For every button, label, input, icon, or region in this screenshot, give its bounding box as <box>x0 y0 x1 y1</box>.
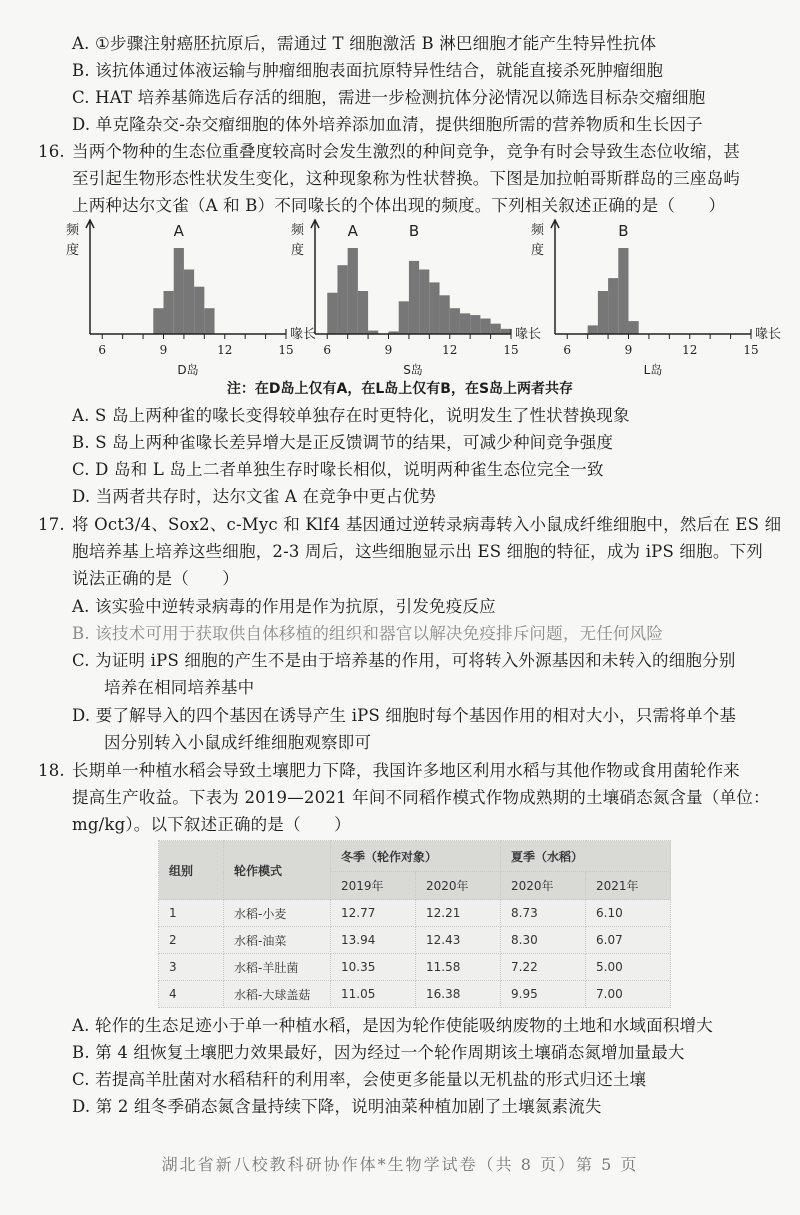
table-cell: 3 <box>159 954 224 981</box>
chart-l-island <box>525 212 782 386</box>
q17-option-b: B. 该技术可用于获取供自体移植的组织和器官以解决免疫排斥问题，无任何风险 <box>72 624 664 643</box>
chart-d-island <box>60 212 317 386</box>
table-subheader: 2020年 <box>416 872 501 900</box>
x-tick-label: 6 <box>563 343 572 357</box>
histogram-bar <box>164 291 174 334</box>
q16-stem-line: 至引起生物形态性状发生变化，这种现象称为性状替换。下图是加拉帕哥斯群岛的三座岛屿 <box>72 169 740 188</box>
q17-number: 17. <box>38 515 65 534</box>
histogram-bar <box>598 291 608 334</box>
q17-option-d: D. 要了解导入的四个基因在诱导产生 iPS 细胞时每个基因作用的相对大小，只需将单个基 <box>72 706 737 725</box>
table-cell: 4 <box>159 981 224 1008</box>
table-cell: 11.05 <box>331 981 416 1008</box>
q18-option-b: B. 第 4 组恢复土壤肥力效果最好，因为经过一个轮作周期该土壤硝态氮增加量最大 <box>72 1043 685 1062</box>
histogram-bar <box>358 291 368 334</box>
histogram-bar <box>618 248 628 334</box>
q16-option-b: B. S 岛上两种雀喙长差异增大是正反馈调节的结果，可减少种间竞争强度 <box>72 433 614 452</box>
table-row <box>159 900 671 927</box>
histogram-bar <box>429 282 439 334</box>
q18-stem-line: 提高生产收益。下表为 2019—2021 年间不同稻作模式作物成熟期的土壤硝态氮含量（单位： <box>72 788 770 807</box>
q15-option-d: D. 单克隆杂交-杂交瘤细胞的体外培养添加血清，提供细胞所需的营养物质和生长因子 <box>72 115 703 134</box>
table-cell: 8.73 <box>501 900 586 927</box>
q17-option-c-cont: 培养在相同培养基中 <box>104 678 255 697</box>
q18-number: 18. <box>38 761 65 780</box>
histogram-figure <box>60 212 780 392</box>
series-label: A <box>173 222 184 240</box>
page-footer: 湖北省新八校教科研协作体*生物学试卷（共 8 页）第 5 页 <box>161 1155 639 1174</box>
x-tick-label: 6 <box>98 343 107 357</box>
series-label: B <box>618 222 629 240</box>
q18-option-d: D. 第 2 组冬季硝态氮含量持续下降，说明油菜种植加剧了土壤氮素流失 <box>72 1097 602 1116</box>
q16-option-d: D. 当两者共存时，达尔文雀 A 在竞争中更占优势 <box>72 487 437 506</box>
q16-option-a: A. S 岛上两种雀的喙长变得较单独存在时更特化，说明发生了性状替换现象 <box>72 406 630 425</box>
x-tick-label: 9 <box>159 343 168 357</box>
table-cell: 水稻-羊肚菌 <box>224 954 331 981</box>
y-axis-label: 度 <box>531 243 545 258</box>
y-axis-label: 度 <box>291 243 305 258</box>
y-axis-label: 频 <box>66 223 80 238</box>
q16-option-c: C. D 岛和 L 岛上二者单独生存时喙长相似，说明两种雀生态位完全一致 <box>72 460 604 479</box>
histogram-bar <box>184 270 194 335</box>
histogram-bar <box>419 270 429 335</box>
q17-stem-line: 胞培养基上培养这些细胞，2-3 周后，这些细胞显示出 ES 细胞的特征，成为 iPS 细胞。下列 <box>72 542 763 561</box>
histogram-bar <box>588 325 598 334</box>
table-cell: 16.38 <box>416 981 501 1008</box>
table-cell: 12.21 <box>416 900 501 927</box>
x-tick-label: 12 <box>442 343 458 357</box>
chart-s-island <box>285 212 542 386</box>
q17-option-d-cont: 因分别转入小鼠成纤维细胞观察即可 <box>104 733 372 752</box>
q17-stem-line: 说法正确的是（ ） <box>72 569 239 588</box>
histogram-bar <box>174 248 184 334</box>
table-cell: 1 <box>159 900 224 927</box>
q18-option-c: C. 若提高羊肚菌对水稻秸秆的利用率，会使更多能量以无机盐的形式归还土壤 <box>72 1070 647 1089</box>
x-tick-label: 12 <box>682 343 698 357</box>
chart-title: L岛 <box>643 363 663 377</box>
table-subheader: 2019年 <box>331 872 416 900</box>
table-cell: 5.00 <box>586 954 671 981</box>
histogram-bar <box>450 308 460 334</box>
table-cell: 7.00 <box>586 981 671 1008</box>
x-axis-label: 喙长 <box>515 327 542 342</box>
histogram-bar <box>470 315 480 334</box>
histogram-bar <box>194 287 204 334</box>
q18-stem-line: mg/kg）。以下叙述正确的是（ ） <box>72 815 351 834</box>
q17-stem-line: 将 Oct3/4、Sox2、c-Myc 和 Klf4 基因通过逆转录病毒转入小鼠成纤维细胞中，然后在 ES 细 <box>72 515 782 534</box>
x-tick-label: 15 <box>503 343 519 357</box>
histogram-bar <box>480 319 490 334</box>
table-cell: 7.22 <box>501 954 586 981</box>
histogram-bar <box>204 308 214 334</box>
chart-title: S岛 <box>403 363 423 377</box>
figure-note: 注：在D岛上仅有A，在L岛上仅有B，在S岛上两者共存 <box>226 381 574 397</box>
table-header: 冬季（轮作对象） <box>331 841 501 872</box>
histogram-bar <box>409 261 419 334</box>
q17-option-c: C. 为证明 iPS 细胞的产生不是由于培养基的作用，可将转入外源基因和未转入的细胞分别 <box>72 651 736 670</box>
table-cell: 12.77 <box>331 900 416 927</box>
x-tick-label: 12 <box>217 343 233 357</box>
x-tick-label: 9 <box>384 343 393 357</box>
q16-stem-line: 当两个物种的生态位重叠度较高时会发生激烈的种间竞争，竞争有时会导致生态位收缩，甚 <box>72 142 740 161</box>
x-tick-label: 6 <box>323 343 332 357</box>
histogram-bar <box>491 324 501 334</box>
histogram-bar <box>348 248 358 334</box>
series-label: A <box>347 222 358 240</box>
histogram-bar <box>629 321 639 334</box>
table-header: 夏季（水稻） <box>501 841 671 872</box>
x-axis-label: 喙长 <box>755 327 782 342</box>
q18-stem-line: 长期单一种植水稻会导致土壤肥力下降，我国许多地区利用水稻与其他作物或食用菌轮作来 <box>72 761 740 780</box>
histogram-bar <box>399 301 409 334</box>
table-cell: 6.10 <box>586 900 671 927</box>
y-axis-label: 频 <box>531 223 545 238</box>
table-header: 组别 <box>159 841 224 900</box>
x-tick-label: 9 <box>624 343 633 357</box>
q15-option-a: A. ①步骤注射癌胚抗原后，需通过 T 细胞激活 B 淋巴细胞才能产生特异性抗体 <box>72 34 657 53</box>
table-cell: 12.43 <box>416 927 501 954</box>
table-header-row <box>159 841 671 872</box>
histogram-bar <box>337 265 347 334</box>
q16-number: 16. <box>38 142 65 161</box>
table-subheader: 2021年 <box>586 872 671 900</box>
table-cell: 6.07 <box>586 927 671 954</box>
histogram-bar <box>440 295 450 334</box>
chart-title: D岛 <box>177 363 199 377</box>
table-cell: 水稻-油菜 <box>224 927 331 954</box>
table-cell: 8.30 <box>501 927 586 954</box>
y-axis-label: 度 <box>66 243 80 258</box>
table-header: 轮作模式 <box>224 841 331 900</box>
series-label: B <box>408 222 420 240</box>
table-cell: 2 <box>159 927 224 954</box>
table-cell: 10.35 <box>331 954 416 981</box>
x-axis-label: 喙长 <box>290 327 317 342</box>
table-row <box>159 981 671 1008</box>
table-cell: 水稻-小麦 <box>224 900 331 927</box>
histogram-bar <box>327 293 337 334</box>
q15-option-c: C. HAT 培养基筛选后存活的细胞，需进一步检测抗体分泌情况以筛选目标杂交瘤细胞 <box>72 88 706 107</box>
table-cell: 11.58 <box>416 954 501 981</box>
histogram-bar <box>608 278 618 334</box>
table-cell: 13.94 <box>331 927 416 954</box>
histogram-bar <box>460 313 470 334</box>
table-subheader: 2020年 <box>501 872 586 900</box>
histogram-bar <box>501 329 511 334</box>
q17-option-a: A. 该实验中逆转录病毒的作用是作为抗原，引发免疫反应 <box>72 597 496 616</box>
histogram-bar <box>153 308 163 334</box>
table-cell: 9.95 <box>501 981 586 1008</box>
table-row <box>159 927 671 954</box>
q15-option-b: B. 该抗体通过体液运输与肿瘤细胞表面抗原特异性结合，就能直接杀死肿瘤细胞 <box>72 61 664 80</box>
nitrate-table <box>158 840 671 1008</box>
table-row <box>159 954 671 981</box>
x-tick-label: 15 <box>743 343 759 357</box>
x-tick-label: 15 <box>278 343 294 357</box>
q18-option-a: A. 轮作的生态足迹小于单一种植水稻，是因为轮作使能吸纳废物的土地和水域面积增大 <box>72 1016 713 1035</box>
q16-stem-line: 上两种达尔文雀（A 和 B）不同喙长的个体出现的频度。下列相关叙述正确的是（ ） <box>72 196 726 215</box>
table-cell: 水稻-大球盖菇 <box>224 981 331 1008</box>
y-axis-label: 频 <box>291 223 305 238</box>
